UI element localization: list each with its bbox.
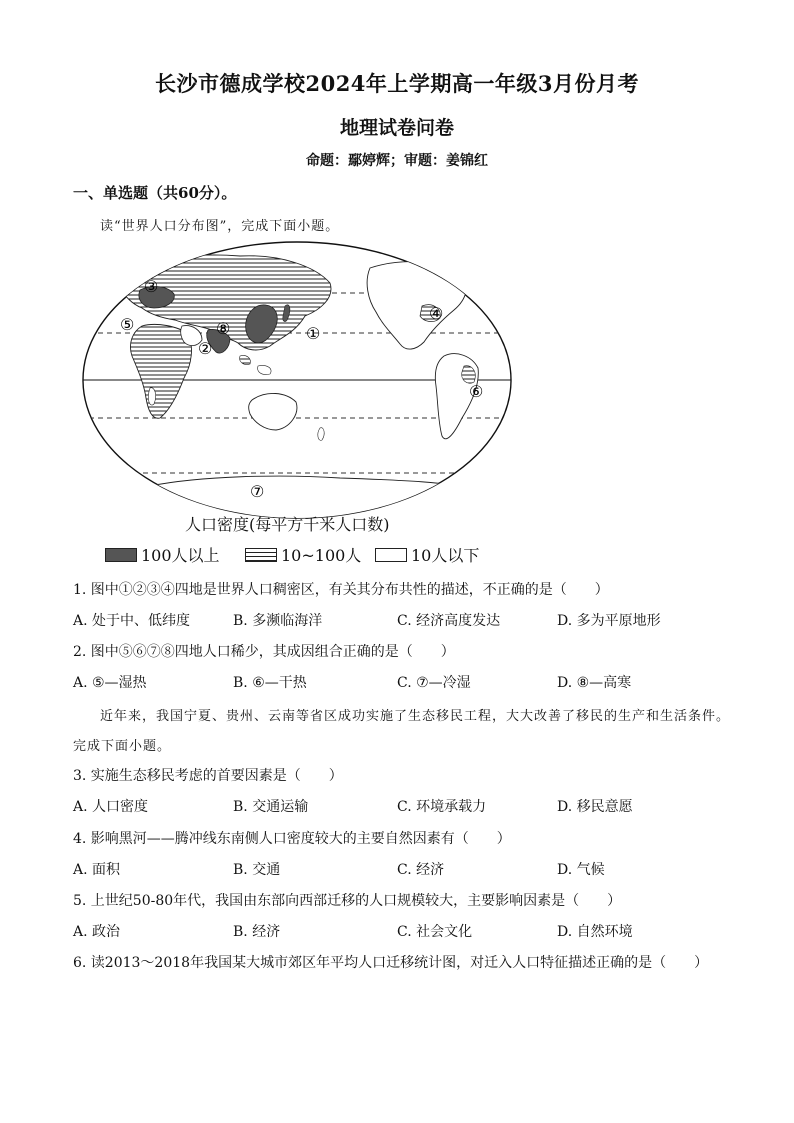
q1-option-d[interactable]: D. 多为平原地形 (557, 613, 661, 629)
q5-option-d[interactable]: D. 自然环境 (557, 924, 633, 940)
legend-label-medium: 10~100人 (281, 546, 362, 565)
q5-option-b[interactable]: B. 经济 (233, 924, 281, 940)
q1-option-c[interactable]: C. 经济高度发达 (397, 613, 501, 629)
q4-option-a[interactable]: A. 面积 (73, 862, 121, 878)
map-legend-title: 人口密度(每平方千米人口数) (185, 515, 390, 534)
q3-option-d[interactable]: D. 移民意愿 (557, 799, 633, 815)
label-5: ⑤ (120, 315, 135, 334)
q3-option-c[interactable]: C. 环境承载力 (397, 799, 487, 815)
intro-migration-line1: 近年来，我国宁夏、贵州、云南等省区成功实施了生态移民工程，大大改善了移民的生产和生活条件。 (100, 709, 731, 724)
map-legend (105, 543, 525, 565)
legend-label-sparse: 10人以下 (411, 546, 480, 565)
legend-swatch-dark (105, 548, 137, 562)
section-heading: 一、单选题（共60分）。 (73, 184, 237, 202)
label-6: ⑥ (469, 382, 484, 401)
q4-option-b[interactable]: B. 交通 (233, 862, 281, 878)
label-8: ⑧ (216, 319, 231, 338)
intro-migration-line2: 完成下面小题。 (73, 739, 172, 754)
africa-south (148, 388, 155, 405)
q2-option-b[interactable]: B. ⑥—干热 (233, 675, 307, 691)
legend-label-dense: 100人以上 (141, 546, 220, 565)
world-population-map (80, 238, 515, 523)
legend-medium (245, 543, 361, 566)
question-2-stem: 2. 图中⑤⑥⑦⑧四地人口稀少，其成因组合正确的是（ ） (73, 644, 455, 660)
label-3: ③ (144, 277, 159, 296)
question-1-stem: 1. 图中①②③④四地是世界人口稠密区，有关其分布共性的描述，不正确的是（ ） (73, 582, 609, 598)
exam-authors: 命题：鄢婷辉；审题：姜锦红 (306, 153, 488, 169)
label-7: ⑦ (250, 482, 265, 501)
q2-option-c[interactable]: C. ⑦—冷湿 (397, 675, 471, 691)
intro-map: 读“世界人口分布图”，完成下面小题。 (100, 219, 340, 234)
label-4: ④ (429, 304, 444, 323)
legend-swatch-hatch (245, 548, 277, 562)
legend-swatch-white (375, 548, 407, 562)
q2-option-d[interactable]: D. ⑧—高寒 (557, 675, 632, 691)
question-3-stem: 3. 实施生态移民考虑的首要因素是（ ） (73, 768, 343, 784)
q1-option-b[interactable]: B. 多濒临海洋 (233, 613, 323, 629)
label-1: ① (306, 324, 321, 343)
q3-option-b[interactable]: B. 交通运输 (233, 799, 309, 815)
exam-title: 长沙市德成学校2024年上学期高一年级3月份月考 (154, 71, 640, 96)
q4-option-c[interactable]: C. 经济 (397, 862, 445, 878)
greenland (430, 255, 456, 271)
question-4-stem: 4. 影响黑河——腾冲线东南侧人口密度较大的主要自然因素有（ ） (73, 831, 511, 847)
q5-option-c[interactable]: C. 社会文化 (397, 924, 473, 940)
q3-option-a[interactable]: A. 人口密度 (73, 799, 149, 815)
q2-option-a[interactable]: A. ⑤—湿热 (73, 675, 147, 691)
label-2: ② (198, 339, 213, 358)
q5-option-a[interactable]: A. 政治 (73, 924, 121, 940)
new-zealand (318, 428, 324, 441)
question-6-stem: 6. 读2013～2018年我国某大城市郊区年平均人口迁移统计图，对迁入人口特征描述正确的是（ ） (73, 955, 709, 971)
exam-subtitle: 地理试卷问卷 (339, 117, 454, 139)
legend-dense (105, 543, 220, 566)
question-5-stem: 5. 上世纪50-80年代，我国由东部向西部迁移的人口规模较大，主要影响因素是（ ） (73, 893, 622, 909)
legend-sparse (375, 543, 479, 566)
q4-option-d[interactable]: D. 气候 (557, 862, 605, 878)
q1-option-a[interactable]: A. 处于中、低纬度 (73, 613, 191, 629)
